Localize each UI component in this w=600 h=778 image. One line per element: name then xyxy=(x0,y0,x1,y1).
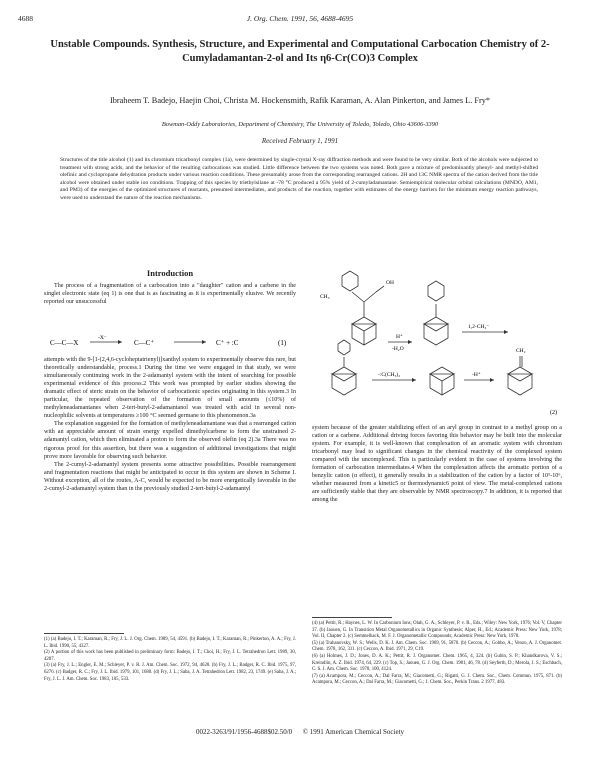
eq1-middle: C—C⁺ xyxy=(134,339,155,347)
section-heading-introduction: Introduction xyxy=(146,268,194,278)
footnote: (2) A portion of this work has been published in preliminary form: Badejo, I. T.; Choi, H.; Fry, J. L. Tetrahedron Lett. 1989, 30, 4287. xyxy=(44,650,296,662)
footnote: (6) (a) Holmes, J. D.; Jones, D. A. K.; Pettit, R. J. Organomet. Chem. 1965, 4, 324. (b) Gubin, S. P.; Khandkarova, V. S.; Kreindlin, A. Z. Ibid. 1974, 64, 229. (c) Top, S.; Jaouen, G. J. Org. Chem. 1981, 46, 78. (d) Seyferth, D.; Merola, J. S.; Eschbach, C. S. J. Am. Chem. Soc. 1978, 100, 4124. xyxy=(312,653,562,673)
scheme-graphic xyxy=(312,262,572,422)
intro-p3-text: The 2-cumyl-2-adamantyl system presents some attractive possibilities. Possible rearrangement and fragmentation reactions that might be anticipated to occur in this system are shown in Scheme I. Without exception, all of the routes, A-C, would be expected to be more energetically favorable in the 2-cumyl-2-adamantyl system than in the previously studied 2-tert-butyl-2-adamantyl xyxy=(44,461,296,492)
footnote-rule-left xyxy=(44,633,124,634)
reaction-scheme xyxy=(312,262,572,422)
footnote: (7) (a) Acampora, M.; Ceccon, A.; Dal Farra, M.; Giacometti, G.; Rigatti, G. J. Chem. Soc., Chem. Commun. 1975, 871. (b) Acampora, M.; Ceccon, A.; Dal Farra, M.; Giacometti, G.; J. Chem. Soc., Perkin Trans. 2 1977, 483. xyxy=(312,673,562,686)
scheme-label-hplus: H⁺ xyxy=(396,334,403,340)
scheme-label-minus-h: -H⁺ xyxy=(472,372,481,378)
author-list: Ibraheem T. Badejo, Haejin Choi, Christa M. Hockensmith, Rafik Karaman, A. Alan Pinkerton, and James L. Fry* xyxy=(109,96,491,105)
page-footer xyxy=(0,728,600,736)
issn-code: 0022-3263/91/1956-4688$02.50/0 xyxy=(195,728,293,736)
scheme-label-ch3: CH₃ xyxy=(320,294,330,300)
equation-1-graphic xyxy=(44,331,296,353)
journal-citation: J. Org. Chem. 1991, 56, 4688-4695 xyxy=(246,14,354,23)
scheme-label-ch2: CH₂ xyxy=(516,348,526,354)
running-header xyxy=(18,14,582,26)
eq1-number: (1) xyxy=(278,339,287,347)
footnote: (1) (a) Badejo, I. T.; Karaman, R.; Fry, J. L. J. Org. Chem. 1989, 54, 4591. (b) Badejo, I. T.; Karaman, R.; Pinkerton, A. A.; Fry, J. L. Ibid. 1990, 55, 4327. xyxy=(44,637,296,649)
eq1-right: C⁺ + :C xyxy=(216,339,239,347)
right-column-text xyxy=(312,424,562,504)
adamantyl-cation-structure xyxy=(430,367,454,395)
affiliation: Bowman-Oddy Laboratories, Department of Chemistry, The University of Toledo, Toledo, Ohio 43606-3390 xyxy=(161,121,439,128)
intro-p2-text: The explanation suggested for the formation of methyleneadamantane was that a rearranged cation with an appreciable amount of strain energy expelled dimethylcarbene to form the unstrained 2-adamantyl cation, which then eliminated a proton to form the observed olefin (eq 2).3a There was no rigorous proof for this assertion, but there was a suggestion of additional investigations that might prove more favorable for observing such behavior. xyxy=(44,421,296,460)
scheme-eq-number: (2) xyxy=(550,410,557,416)
scheme-label-methyl-shift: 1,2-CH₃⁻ xyxy=(468,324,490,330)
footnote: (5) (a) Trahanovsky, W. S.; Wells, D. K. J. Am. Chem. Soc. 1969, 91, 5870. (b) Ceccon, A.; Gobbo, A.; Venzo, A. J. Organomet. Chem. 1978, 162, 311. (c) Ceccon, A. Ibid. 1971, 29, C19. xyxy=(312,640,562,653)
abstract: Structures of the title alcohol (1) and its chromium tricarbonyl complex (1a), were determined by single-crystal X-ray diffraction methods and were found to be very similar. Both of the alcohols were subjected to treatment with strong acids, and the behavior of the resulting carbocations was studied. Little difference between the two systems was noted. Both gave a mixture of predominantly phenyl- and methyl-shifted olefinic and cyclopropane dehydration products under various reaction conditions. These presumably arose from the corresponding rearranged cations. 2H and 13C NMR spectra of the cation derived from the title alcohol were obtained under stable ion conditions. Trapping of this species by triethylsilane at -78 °C produced a 95% yield of 2-cumyladamantane. Semiempirical molecular orbital calculations (MNDO, AM1, and PM3) of the energies of the optimized structures of reactants, presumed intermediates, and products of the reaction, together with estimates of the energy barriers for the minimum energy reaction pathways, were used to understand the nature of the reaction mechanisms. xyxy=(60,157,538,201)
footnotes-left xyxy=(44,637,296,683)
footnote: (3) (a) Fry, J. L.; Engler, E. M.; Schleyer, P. v. R. J. Am. Chem. Soc. 1972, 94, 4628. (b) Fry, J. L.; Badger, R. C. Ibid. 1975, 97, 6276. (c) Badger, R. C.; Fry, J. L. Ibid. 1979, 101, 1680. (d) Fry, J. L.; Saba, J. A. Tetrahedron Lett. 1982, 23, 1749. (e) Saba, J. A.; Fry, J. L. J. Am. Chem. Soc. 1983, 105, 533. xyxy=(44,663,296,682)
right-p1-text: system because of the greater stabilizing effect of an aryl group in contrast to a methyl group on a cation or a carbene. Additional driving forces favoring this behavior may be built into the molecular system. For example, it is well-known that complexation of an aromatic system with chromium tricarbonyl may lead to significant changes in the chemical reactivity of the complexed system compared with the uncomplexed. This is particularly evident in the case of systems involving the formation of carbocation intermediates.4 When the complexation affects the aromatic portion of a benzylic cation (α effect), it generally results in a stabilization of the cation by a factor of 10⁵-10⁶, whether measured from a kinetic5 or thermodynamic6 point of view. The metal-complexed cations are sufficiently stable that they are observable by NMR spectroscopy.7 In addition, it is reported that among the xyxy=(312,425,562,504)
scheme-label-oh: OH xyxy=(386,280,394,286)
footnote-rule-right xyxy=(312,617,392,618)
page-number: 4688 xyxy=(18,14,33,23)
rearranged-cation-structure xyxy=(332,340,356,395)
article-title: Unstable Compounds. Synthesis, Structure, and Experimental and Computational Carbocation Chemistry of 2-Cumyladamantan-2-ol and Its η6-Cr(CO)3 Complex xyxy=(50,39,550,64)
scheme-label-minus-water: -H₂O xyxy=(392,346,404,352)
intro-paragraph-1 xyxy=(44,282,296,306)
cation-structure xyxy=(424,281,448,345)
eq1-over-arrow: -X⁻ xyxy=(98,335,107,341)
scheme-label-carbene-loss: -:C(CH₃)₂ xyxy=(378,372,401,378)
footnote: (4) (a) Pettit, R.; Haynes, L. W. In Carbonium Ions; Olah, G. A., Schleyer, P. v. R., Eds.; Wiley: New York, 1976; Vol. V, Chapter 37. (b) Jaouen, G. In Transition Metal Organometallics in Organic Synthesis; Alper, H., Ed.; Academic Press: New York, 1978; Vol. II, Chapter 2. (c) Semmelhack, M. F. J. Organometallic Compounds; Academic Press: New York, 1978. xyxy=(312,621,562,640)
intro-p1-text: The process of a fragmentation of a carbocation into a "daughter" cation and a carbene in the singlet electronic state (eq 1) is one that is as fascinating as it is experimentally elusive. We recently reported our unsuccessful xyxy=(44,283,296,306)
copyright-notice: © 1991 American Chemical Society xyxy=(302,728,405,736)
eq1-left: C—C—X xyxy=(50,339,79,347)
alcohol-structure xyxy=(342,271,384,345)
footnotes-right xyxy=(312,621,562,687)
intro-paragraph-1-continued xyxy=(44,356,296,493)
intro-p1-cont-text: attempts with the 9-[1-(2,4,6-cycloheptatrienyl)]xanthyl system to experimentally observe this rare, but theoretically understandable, process.1 During the time we were engaged in that study, we were simultaneously continuing work in the 2-adamantyl system with the intent of searching for possible experimental evidence of this process.2 This work was prompted by earlier studies showing the dramatic effect of steric strain on the behavior of carbocationic species originating in this system.3 In particular, the repeated observation of the formation of small amounts (≤10%) of methyleneadamantanes when 2-tert-butyl-2-adamantanol was treated with acid in several non-nucleophilic solvents at temperatures ≥100 °C seemed germane to this phenomenon.3a xyxy=(44,357,296,420)
received-date: Received February 1, 1991 xyxy=(261,137,339,145)
methyleneadamantane-structure xyxy=(508,356,532,395)
equation-1 xyxy=(44,331,296,353)
